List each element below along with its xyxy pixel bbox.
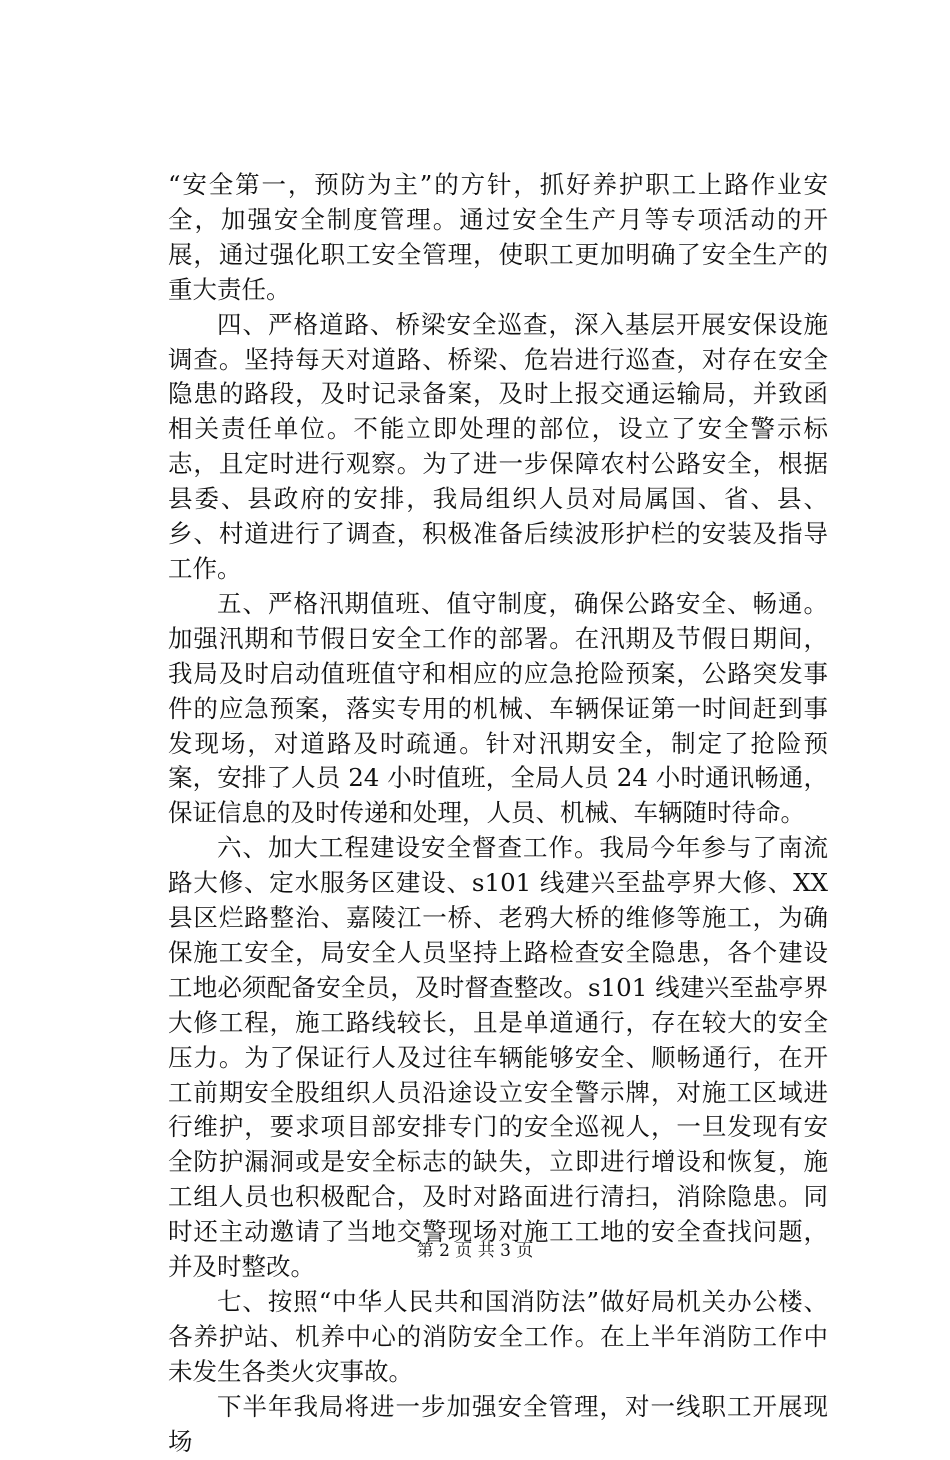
paragraph-6: 下半年我局将进一步加强安全管理，对一线职工开展现场 (168, 1391, 828, 1456)
paragraph-5: 七、按照“中华人民共和国消防法”做好局机关办公楼、各养护站、机养中心的消防安全工作。在上半年消防工作中未发生各类火灾事故。 (168, 1287, 828, 1386)
paragraph-2: 四、严格道路、桥梁安全巡查，深入基层开展安保设施调查。坚持每天对道路、桥梁、危岩进行巡查，对存在安全隐患的路段，及时记录备案，及时上报交通运输局，并致函相关责任单位。不能立即处理的部位，设立了安全警示标志，且定时进行观察。为了进一步保障农村公路安全，根据县委、县政府的安排，我局组织人员对局属国、省、县、乡、村道进行了调查，积极准备后续波形护栏的安装及指导工作。 (168, 309, 828, 583)
page-footer (0, 1240, 950, 1262)
paragraph-1: “安全第一，预防为主”的方针，抓好养护职工上路作业安全，加强安全制度管理。通过安全生产月等专项活动的开展，通过强化职工安全管理，使职工更加明确了安全生产的重大责任。 (168, 170, 828, 304)
document-body (168, 168, 828, 1460)
paragraph-3: 五、严格汛期值班、值守制度，确保公路安全、畅通。加强汛期和节假日安全工作的部署。在汛期及节假日期间，我局及时启动值班值守和相应的应急抢险预案，公路突发事件的应急预案，落实专用的机械、车辆保证第一时间赶到事发现场，对道路及时疏通。针对汛期安全，制定了抢险预案，安排了人员 24 小时值班，全局人员 24 小时通讯畅通，保证信息的及时传递和处理，人员、机械、车辆随时待命。 (168, 588, 828, 828)
page-number: 第 2 页 共 3 页 (416, 1241, 534, 1261)
paragraph-4: 六、加大工程建设安全督查工作。我局今年参与了南流路大修、定水服务区建设、s101 线建兴至盐亭界大修、XX 县区烂路整治、嘉陵江一桥、老鸦大桥的维修等施工，为确保施工安全，局安全人员坚持上路检查安全隐患，各个建设工地必须配备安全员，及时督查整改。s101 线建兴至盐亭界大修工程，施工路线较长，且是单道通行，存在较大的安全压力。为了保证行人及过往车辆能够安全、顺畅通行，在开工前期安全股组织人员沿途设立安全警示牌，对施工区域进行维护，要求项目部安排专门的安全巡视人，一旦发现有安全防护漏洞或是安全标志的缺失，立即进行增设和恢复，施工组人员也积极配合，及时对路面进行清扫，消除隐患。同时还主动邀请了当地交警现场对施工工地的安全查找问题，并及时整改。 (168, 833, 828, 1282)
